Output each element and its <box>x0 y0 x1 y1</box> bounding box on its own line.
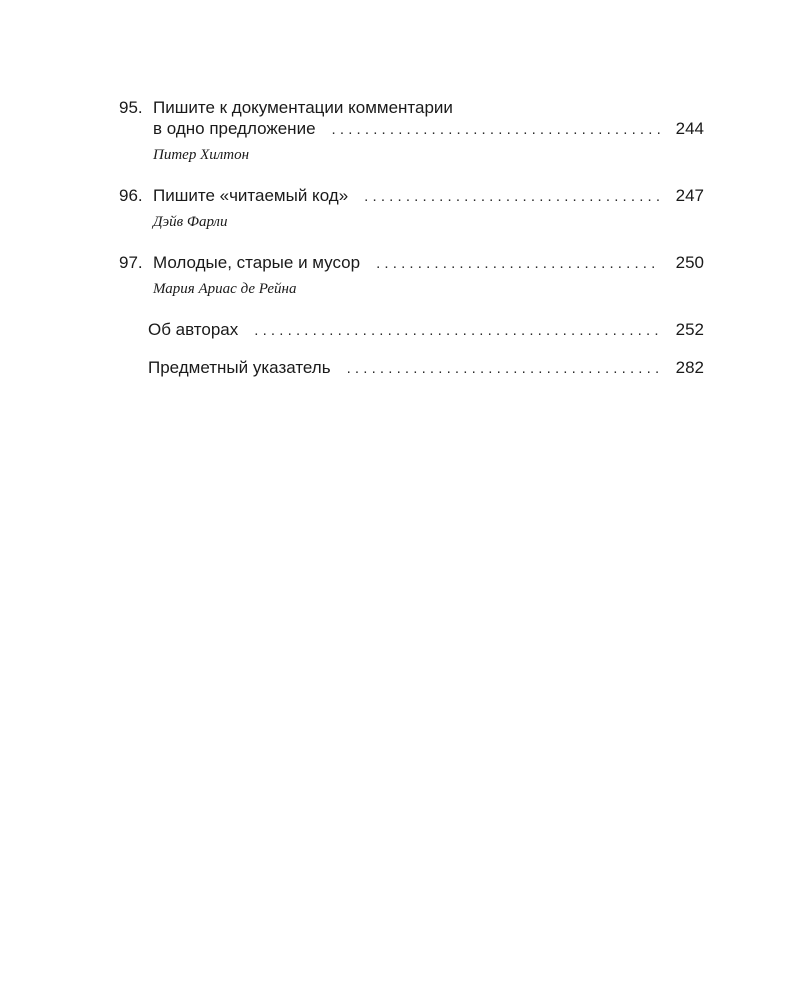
section-title: Об авторах <box>148 320 239 339</box>
chapter-title: Молодые, старые и мусор <box>153 253 361 272</box>
toc-entry-index <box>119 357 704 378</box>
chapter-number: 96. <box>119 186 143 205</box>
chapter-title-continued: в одно предложение <box>153 119 316 138</box>
dot-leader <box>332 119 660 140</box>
chapter-author: Мария Ариас де Рейна <box>153 281 297 297</box>
page-number: 247 <box>675 186 704 205</box>
toc-entry-96 <box>119 185 704 232</box>
dot-leader <box>376 253 660 274</box>
chapter-number: 97. <box>119 253 143 272</box>
toc-entry-line <box>119 252 704 273</box>
toc-entry-line <box>119 97 704 118</box>
toc-entry-line <box>119 185 704 206</box>
page-number: 252 <box>675 320 704 339</box>
toc-entry-line <box>119 357 704 378</box>
dot-leader <box>364 186 660 207</box>
dot-leader <box>347 358 660 379</box>
dot-leader <box>254 320 660 341</box>
toc-entry-line <box>119 319 704 340</box>
chapter-author: Питер Хилтон <box>153 147 250 163</box>
chapter-author: Дэйв Фарли <box>153 214 228 230</box>
toc-entry-about-authors <box>119 319 704 340</box>
table-of-contents <box>119 97 704 395</box>
toc-entry-97 <box>119 252 704 299</box>
page-number: 244 <box>675 119 704 138</box>
page-number: 250 <box>675 253 704 272</box>
chapter-title: Пишите к документации комментарии <box>153 98 453 117</box>
chapter-title: Пишите «читаемый код» <box>153 186 349 205</box>
chapter-number: 95. <box>119 98 143 117</box>
toc-entry-95 <box>119 97 704 165</box>
toc-entry-line <box>119 118 704 139</box>
section-title: Предметный указатель <box>148 358 331 377</box>
page-number: 282 <box>675 358 704 377</box>
